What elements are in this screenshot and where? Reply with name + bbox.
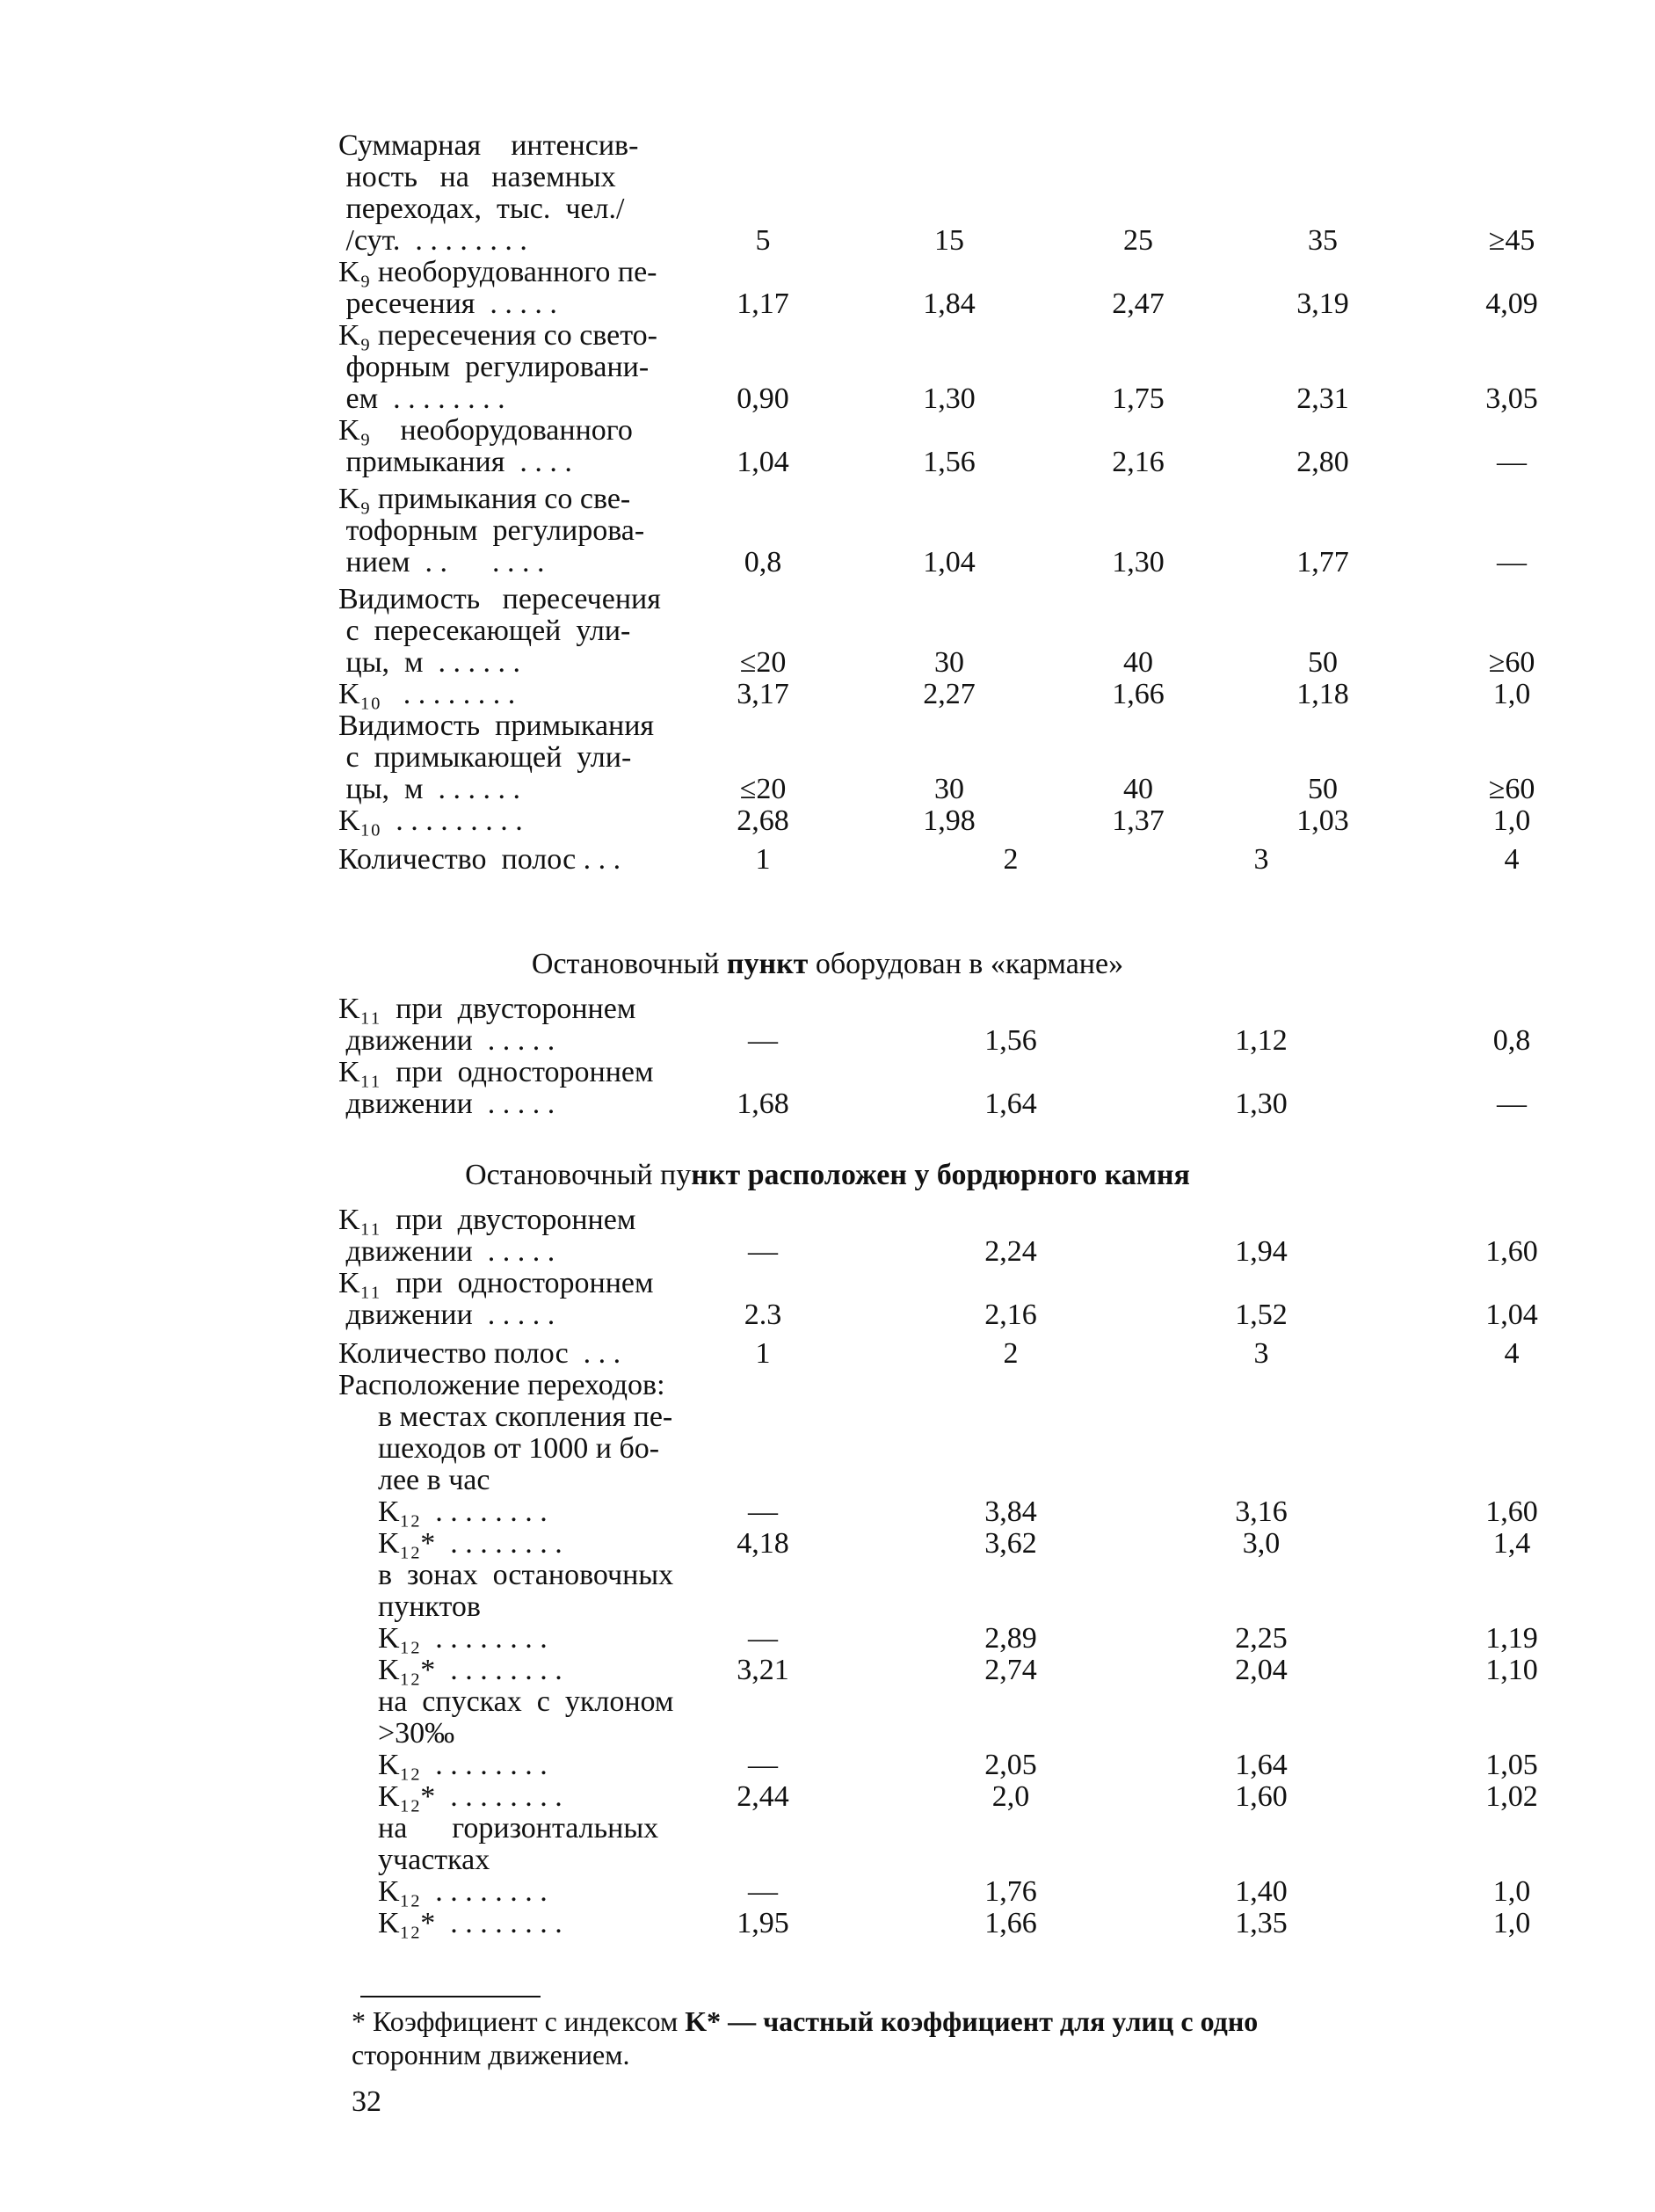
row-value: — xyxy=(748,1749,778,1781)
row-value: 50 xyxy=(1308,773,1338,805)
row-value: 35 xyxy=(1308,224,1338,257)
row-label: в местах скопления пе- шеходов от 1000 и бо- лее в час xyxy=(378,1401,673,1496)
row-label: K₁₂* . . . . . . . . xyxy=(378,1907,563,1939)
row-label: K₁₂ . . . . . . . . xyxy=(378,1495,548,1528)
row-label: Суммарная интенсив- ность на наземных переходах, тыс. чел./ /сут. . . . . . . . . xyxy=(338,129,639,257)
row-label: K₉ пересечения со свето- форным регулировани- ем . . . . . . . . xyxy=(338,319,657,415)
row-value: 1,0 xyxy=(1492,678,1531,710)
footnote-divider xyxy=(360,1996,541,1997)
row-value: — xyxy=(1497,546,1527,578)
row-value: 2 xyxy=(1003,1337,1019,1370)
row-value: 30 xyxy=(934,646,964,679)
row-value: 3,19 xyxy=(1296,287,1349,320)
row-value: 1,75 xyxy=(1112,382,1165,415)
row-value: 4 xyxy=(1504,1337,1520,1370)
footnote: * Коэффициент с индексом K* — частный коэффициент для улиц с одно сторонним движением. xyxy=(352,2005,1259,2070)
row-value: 1,60 xyxy=(1485,1495,1538,1528)
row-value: 2,74 xyxy=(984,1654,1037,1686)
row-value: 1,30 xyxy=(1112,546,1165,578)
row-value: — xyxy=(748,1024,778,1057)
row-value: 1,30 xyxy=(1235,1088,1288,1120)
row-value: 2,31 xyxy=(1296,382,1349,415)
row-value: 3,21 xyxy=(737,1654,789,1686)
row-value: 1,19 xyxy=(1485,1622,1538,1655)
row-value: 1,0 xyxy=(1492,804,1531,837)
row-value: — xyxy=(1497,446,1527,478)
row-label: K₁₁ при одностороннем движении . . . . . xyxy=(338,1267,654,1331)
row-label: Видимость примыкания с примыкающей ули- цы, м . . . . . . xyxy=(338,709,655,805)
row-value: 3,16 xyxy=(1235,1495,1288,1528)
row-label: на спусках с уклоном >30‰ xyxy=(378,1685,674,1750)
row-value: 2,25 xyxy=(1235,1622,1288,1655)
row-value: 2,05 xyxy=(984,1749,1037,1781)
row-value: 1,66 xyxy=(984,1907,1037,1939)
row-value: 1,04 xyxy=(1485,1299,1538,1331)
row-value: 25 xyxy=(1123,224,1153,257)
row-label: K₁₁ при одностороннем движении . . . . . xyxy=(338,1056,654,1120)
row-value: 5 xyxy=(755,224,771,257)
row-value: 1,95 xyxy=(737,1907,789,1939)
row-value: 2.3 xyxy=(744,1299,782,1331)
row-value: 2,16 xyxy=(984,1299,1037,1331)
row-label: K₉ примыкания со све- тофорным регулирова- нием . . . . . . xyxy=(338,483,645,578)
row-value: 3 xyxy=(1253,1337,1269,1370)
row-value: 1,98 xyxy=(923,804,976,837)
section-caption: Остановочный пункт расположен у бордюрного камня xyxy=(465,1159,1190,1191)
row-label: K₉ необорудованного пе- ресечения . . . . . xyxy=(338,256,657,320)
row-value: 1,35 xyxy=(1235,1907,1288,1939)
row-value: 1,52 xyxy=(1235,1299,1288,1331)
row-value: 1,37 xyxy=(1112,804,1165,837)
row-value: 1,56 xyxy=(984,1024,1037,1057)
row-label: K₁₁ при двустороннем движении . . . . . xyxy=(338,993,636,1057)
row-value: 0,8 xyxy=(744,546,782,578)
row-value: 2,44 xyxy=(737,1780,789,1813)
row-value: ≥60 xyxy=(1488,773,1535,805)
row-value: 1,10 xyxy=(1485,1654,1538,1686)
row-label: на горизонтальных участках xyxy=(378,1812,659,1876)
row-value: 1 xyxy=(755,1337,771,1370)
row-value: 1,0 xyxy=(1492,1907,1531,1939)
row-value: 0,8 xyxy=(1492,1024,1531,1057)
row-label: K₉ необорудованного примыкания . . . . xyxy=(338,414,633,478)
row-value: 1,02 xyxy=(1485,1780,1538,1813)
row-value: 2,24 xyxy=(984,1235,1037,1268)
row-value: 1,77 xyxy=(1296,546,1349,578)
row-value: 1,60 xyxy=(1235,1780,1288,1813)
row-value: 1,4 xyxy=(1492,1527,1531,1560)
row-value: — xyxy=(748,1495,778,1528)
row-value: 1,12 xyxy=(1235,1024,1288,1057)
row-label: Количество полос . . . xyxy=(338,1337,621,1370)
row-value: 1,04 xyxy=(737,446,789,478)
row-value: 40 xyxy=(1123,646,1153,679)
row-value: 1,76 xyxy=(984,1875,1037,1908)
row-value: 3,0 xyxy=(1242,1527,1281,1560)
row-value: 1,64 xyxy=(984,1088,1037,1120)
row-value: 3,05 xyxy=(1485,382,1538,415)
row-label: в зонах остановочных пунктов xyxy=(378,1559,674,1623)
row-value: 0,90 xyxy=(737,382,789,415)
row-value: 1,30 xyxy=(923,382,976,415)
row-label: K₁₂ . . . . . . . . xyxy=(378,1875,548,1908)
row-value: 1,84 xyxy=(923,287,976,320)
row-value: ≤20 xyxy=(739,773,787,805)
row-value: 1 xyxy=(755,843,771,876)
row-value: 1,05 xyxy=(1485,1749,1538,1781)
row-value: 2,04 xyxy=(1235,1654,1288,1686)
row-label: K₁₂* . . . . . . . . xyxy=(378,1527,563,1560)
section-caption: Остановочный пункт оборудован в «кармане» xyxy=(531,948,1124,980)
row-value: 2 xyxy=(1003,843,1019,876)
row-label: Видимость пересечения с пересекающей ули- цы, м . . . . . . xyxy=(338,583,661,679)
row-value: 15 xyxy=(934,224,964,257)
row-value: 50 xyxy=(1308,646,1338,679)
row-label: K₁₀ . . . . . . . . xyxy=(338,678,516,710)
row-value: ≥45 xyxy=(1488,224,1535,257)
row-value: 3,84 xyxy=(984,1495,1037,1528)
row-value: 4 xyxy=(1504,843,1520,876)
row-value: 2,68 xyxy=(737,804,789,837)
row-value: 1,40 xyxy=(1235,1875,1288,1908)
row-value: 30 xyxy=(934,773,964,805)
row-value: — xyxy=(748,1622,778,1655)
row-value: 1,64 xyxy=(1235,1749,1288,1781)
row-value: 1,94 xyxy=(1235,1235,1288,1268)
row-value: 1,0 xyxy=(1492,1875,1531,1908)
page-number: 32 xyxy=(352,2085,381,2118)
row-value: 3 xyxy=(1253,843,1269,876)
row-label: K₁₂* . . . . . . . . xyxy=(378,1654,563,1686)
row-label: K₁₁ при двустороннем движении . . . . . xyxy=(338,1204,636,1268)
row-label: K₁₂ . . . . . . . . xyxy=(378,1749,548,1781)
row-value: — xyxy=(1497,1088,1527,1120)
row-value: — xyxy=(748,1235,778,1268)
row-value: 1,03 xyxy=(1296,804,1349,837)
row-value: 40 xyxy=(1123,773,1153,805)
row-value: ≤20 xyxy=(739,646,787,679)
row-value: 1,56 xyxy=(923,446,976,478)
row-value: 1,17 xyxy=(737,287,789,320)
row-value: 3,62 xyxy=(984,1527,1037,1560)
row-value: 4,18 xyxy=(737,1527,789,1560)
row-value: 2,47 xyxy=(1112,287,1165,320)
row-label: Расположение переходов: xyxy=(338,1369,665,1401)
row-label: K₁₂ . . . . . . . . xyxy=(378,1622,548,1655)
row-value: 2,80 xyxy=(1296,446,1349,478)
row-value: 1,60 xyxy=(1485,1235,1538,1268)
row-value: — xyxy=(748,1875,778,1908)
row-value: 2,0 xyxy=(991,1780,1030,1813)
row-value: 1,66 xyxy=(1112,678,1165,710)
row-label: Количество полос . . . xyxy=(338,843,621,876)
row-value: 1,04 xyxy=(923,546,976,578)
row-value: ≥60 xyxy=(1488,646,1535,679)
row-value: 4,09 xyxy=(1485,287,1538,320)
row-label: K₁₂* . . . . . . . . xyxy=(378,1780,563,1813)
row-label: K₁₀ . . . . . . . . . xyxy=(338,804,523,837)
row-value: 3,17 xyxy=(737,678,789,710)
row-value: 1,18 xyxy=(1296,678,1349,710)
row-value: 2,27 xyxy=(923,678,976,710)
row-value: 2,89 xyxy=(984,1622,1037,1655)
row-value: 2,16 xyxy=(1112,446,1165,478)
row-value: 1,68 xyxy=(737,1088,789,1120)
